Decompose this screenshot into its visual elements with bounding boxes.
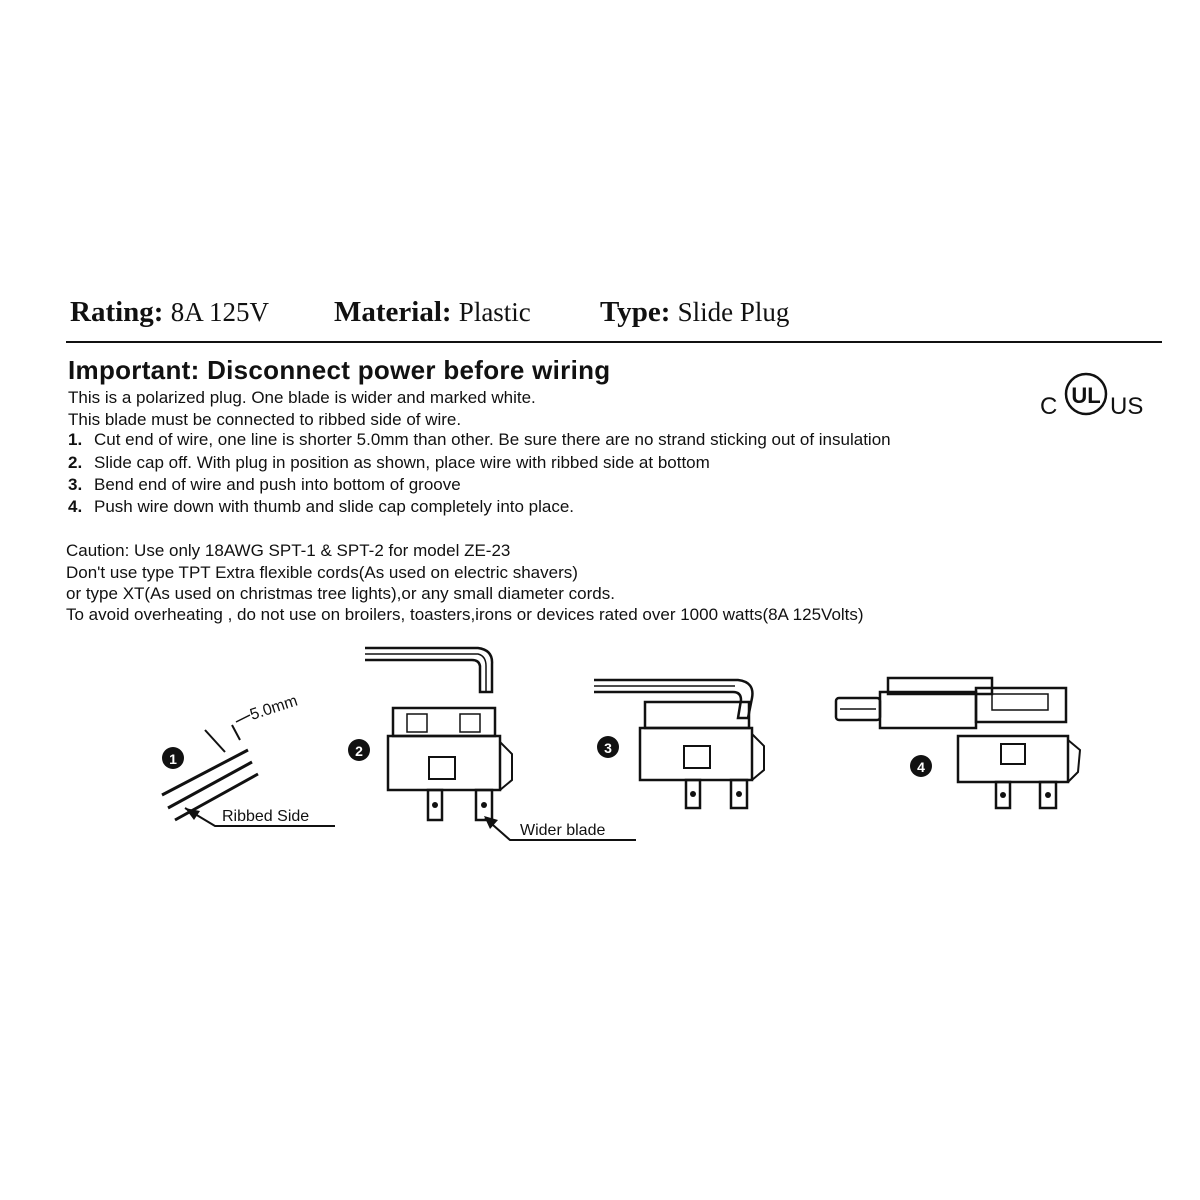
- step-2-illustration: [348, 648, 636, 840]
- wire-cut-line: [205, 730, 225, 752]
- plug-side: [752, 734, 764, 780]
- rating-label: Rating:: [70, 296, 164, 328]
- plug-slot: [992, 694, 1048, 710]
- step-number: 1.: [68, 430, 83, 449]
- wire-cut-line: [232, 725, 240, 740]
- blade-hole: [690, 791, 696, 797]
- plug-body: [640, 728, 752, 780]
- blade-hole: [1000, 792, 1006, 798]
- step-badge-number: 4: [917, 759, 925, 775]
- plug-window: [429, 757, 455, 779]
- ul-us-text: US: [1110, 393, 1144, 420]
- type-label: Type:: [600, 296, 671, 328]
- specs-bar: [70, 296, 1170, 340]
- slide-cap: [880, 692, 976, 728]
- plug-window: [1001, 744, 1025, 764]
- plug-cap: [645, 702, 749, 728]
- step-2: [68, 453, 710, 473]
- ribbed-side-label: Ribbed Side: [222, 808, 310, 825]
- measure-leader: [236, 715, 250, 722]
- step-text: Cut end of wire, one line is shorter 5.0mm than other. Be sure there are no strand sticking out of insulation: [94, 430, 891, 449]
- plug-window: [684, 746, 710, 768]
- wider-blade-label: Wider blade: [520, 822, 606, 839]
- plug-slot: [407, 714, 427, 732]
- step-number: 2.: [68, 453, 83, 472]
- important-heading: Important: Disconnect power before wiring: [68, 355, 611, 385]
- step-text: Slide cap off. With plug in position as shown, place wire with ribbed side at bottom: [94, 453, 710, 472]
- step-1-illustration: [162, 693, 335, 826]
- caution-line: Caution: Use only 18AWG SPT-1 & SPT-2 for model ZE-23: [66, 541, 511, 560]
- blade-hole: [736, 791, 742, 797]
- measure-label: 5.0mm: [247, 692, 300, 724]
- step-text: Push wire down with thumb and slide cap completely into place.: [94, 497, 575, 516]
- plug-body: [958, 736, 1068, 782]
- ul-mark-text: UL: [1071, 383, 1101, 408]
- plug-body: [388, 736, 500, 790]
- step-badge-number: 1: [169, 751, 177, 767]
- step-4: [68, 497, 574, 517]
- material-spec: [334, 296, 531, 329]
- material-value: Plastic: [458, 297, 531, 327]
- blade-hole: [432, 802, 438, 808]
- ul-c-text: C: [1040, 393, 1058, 420]
- type-spec: [600, 296, 789, 329]
- divider: [66, 341, 1162, 343]
- wiring-diagram: [0, 630, 1200, 870]
- step-badge-number: 3: [604, 740, 612, 756]
- step-1: [68, 430, 891, 450]
- step-3: [68, 475, 461, 495]
- step-3-illustration: [594, 680, 764, 808]
- plug-side: [500, 742, 512, 790]
- intro-line: This is a polarized plug. One blade is wider and marked white.: [68, 388, 536, 407]
- plug-side: [1068, 740, 1080, 782]
- material-label: Material:: [334, 296, 452, 328]
- caution-line: Don't use type TPT Extra flexible cords(As used on electric shavers): [66, 563, 578, 582]
- blade-hole: [481, 802, 487, 808]
- ul-listed-icon: [1040, 372, 1152, 420]
- rating-spec: [70, 296, 269, 329]
- step-number: 3.: [68, 475, 83, 494]
- blade-hole: [1045, 792, 1051, 798]
- step-text: Bend end of wire and push into bottom of groove: [94, 475, 461, 494]
- rating-value: 8A 125V: [170, 297, 269, 327]
- caution-line: To avoid overheating , do not use on broilers, toasters,irons or devices rated over 1000 watts(8A 125Volts): [66, 605, 864, 624]
- caution-line: or type XT(As used on christmas tree lights),or any small diameter cords.: [66, 584, 615, 603]
- step-badge-number: 2: [355, 743, 363, 759]
- plug-slot: [460, 714, 480, 732]
- step-4-illustration: [836, 678, 1080, 808]
- type-value: Slide Plug: [677, 297, 790, 327]
- intro-line: This blade must be connected to ribbed side of wire.: [68, 410, 462, 429]
- step-number: 4.: [68, 497, 83, 516]
